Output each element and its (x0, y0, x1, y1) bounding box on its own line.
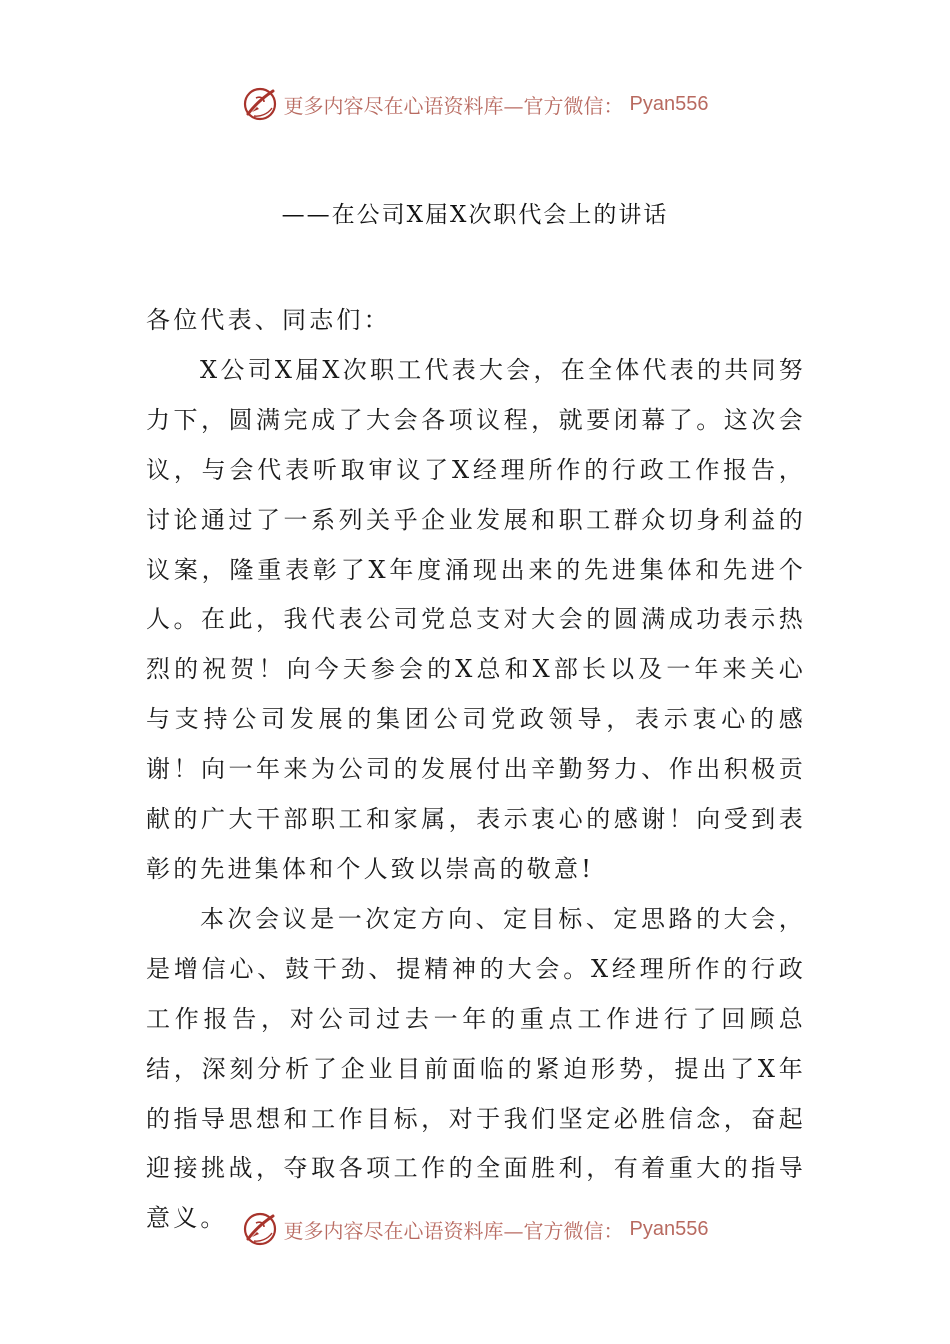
paragraph: 本次会议是一次定方向、定目标、定思路的大会，是增信心、鼓干劲、提精神的大会。X经理所作的行政工作报告，对公司过去一年的重点工作进行了回顾总结，深刻分析了企业目前面临的紧迫形势，提出了X年的指导思想和工作目标，对于我们坚定必胜信念，奋起迎接挑战，夺取各项工作的全面胜利，有着重大的指导意义。 (146, 904, 806, 1233)
promo-text: 更多内容尽在心语资料库—官方微信： (283, 93, 624, 118)
promo-text: 更多内容尽在心语资料库—官方微信： (283, 1218, 624, 1243)
header-banner (0, 82, 950, 126)
pen-circle-logo-icon (242, 86, 278, 122)
salutation: 各位代表、同志们： (146, 306, 391, 334)
wechat-id: Pyan556 (629, 92, 709, 115)
wechat-id: Pyan556 (629, 1217, 709, 1240)
speech-subtitle: ——在公司X届X次职代会上的讲话 (281, 202, 669, 228)
paragraph: X公司X届X次职工代表大会，在全体代表的共同努力下，圆满完成了大会各项议程，就要闭幕了。这次会议，与会代表听取审议了X经理所作的行政工作报告，讨论通过了一系列关乎企业发展和职工群众切身利益的议案，隆重表彰了X年度涌现出来的先进集体和先进个人。在此，我代表公司党总支对大会的圆满成功表示热烈的祝贺！向今天参会的X总和X部长以及一年来关心与支持公司发展的集团公司党政领导，表示衷心的感谢！向一年来为公司的发展付出辛勤努力、作出积极贡献的广大干部职工和家属，表示衷心的感谢！向受到表彰的先进集体和个人致以崇高的敬意! (146, 355, 806, 883)
pen-circle-logo-icon (242, 1211, 278, 1247)
speech-body (146, 296, 806, 1244)
footer-banner (0, 1207, 950, 1251)
